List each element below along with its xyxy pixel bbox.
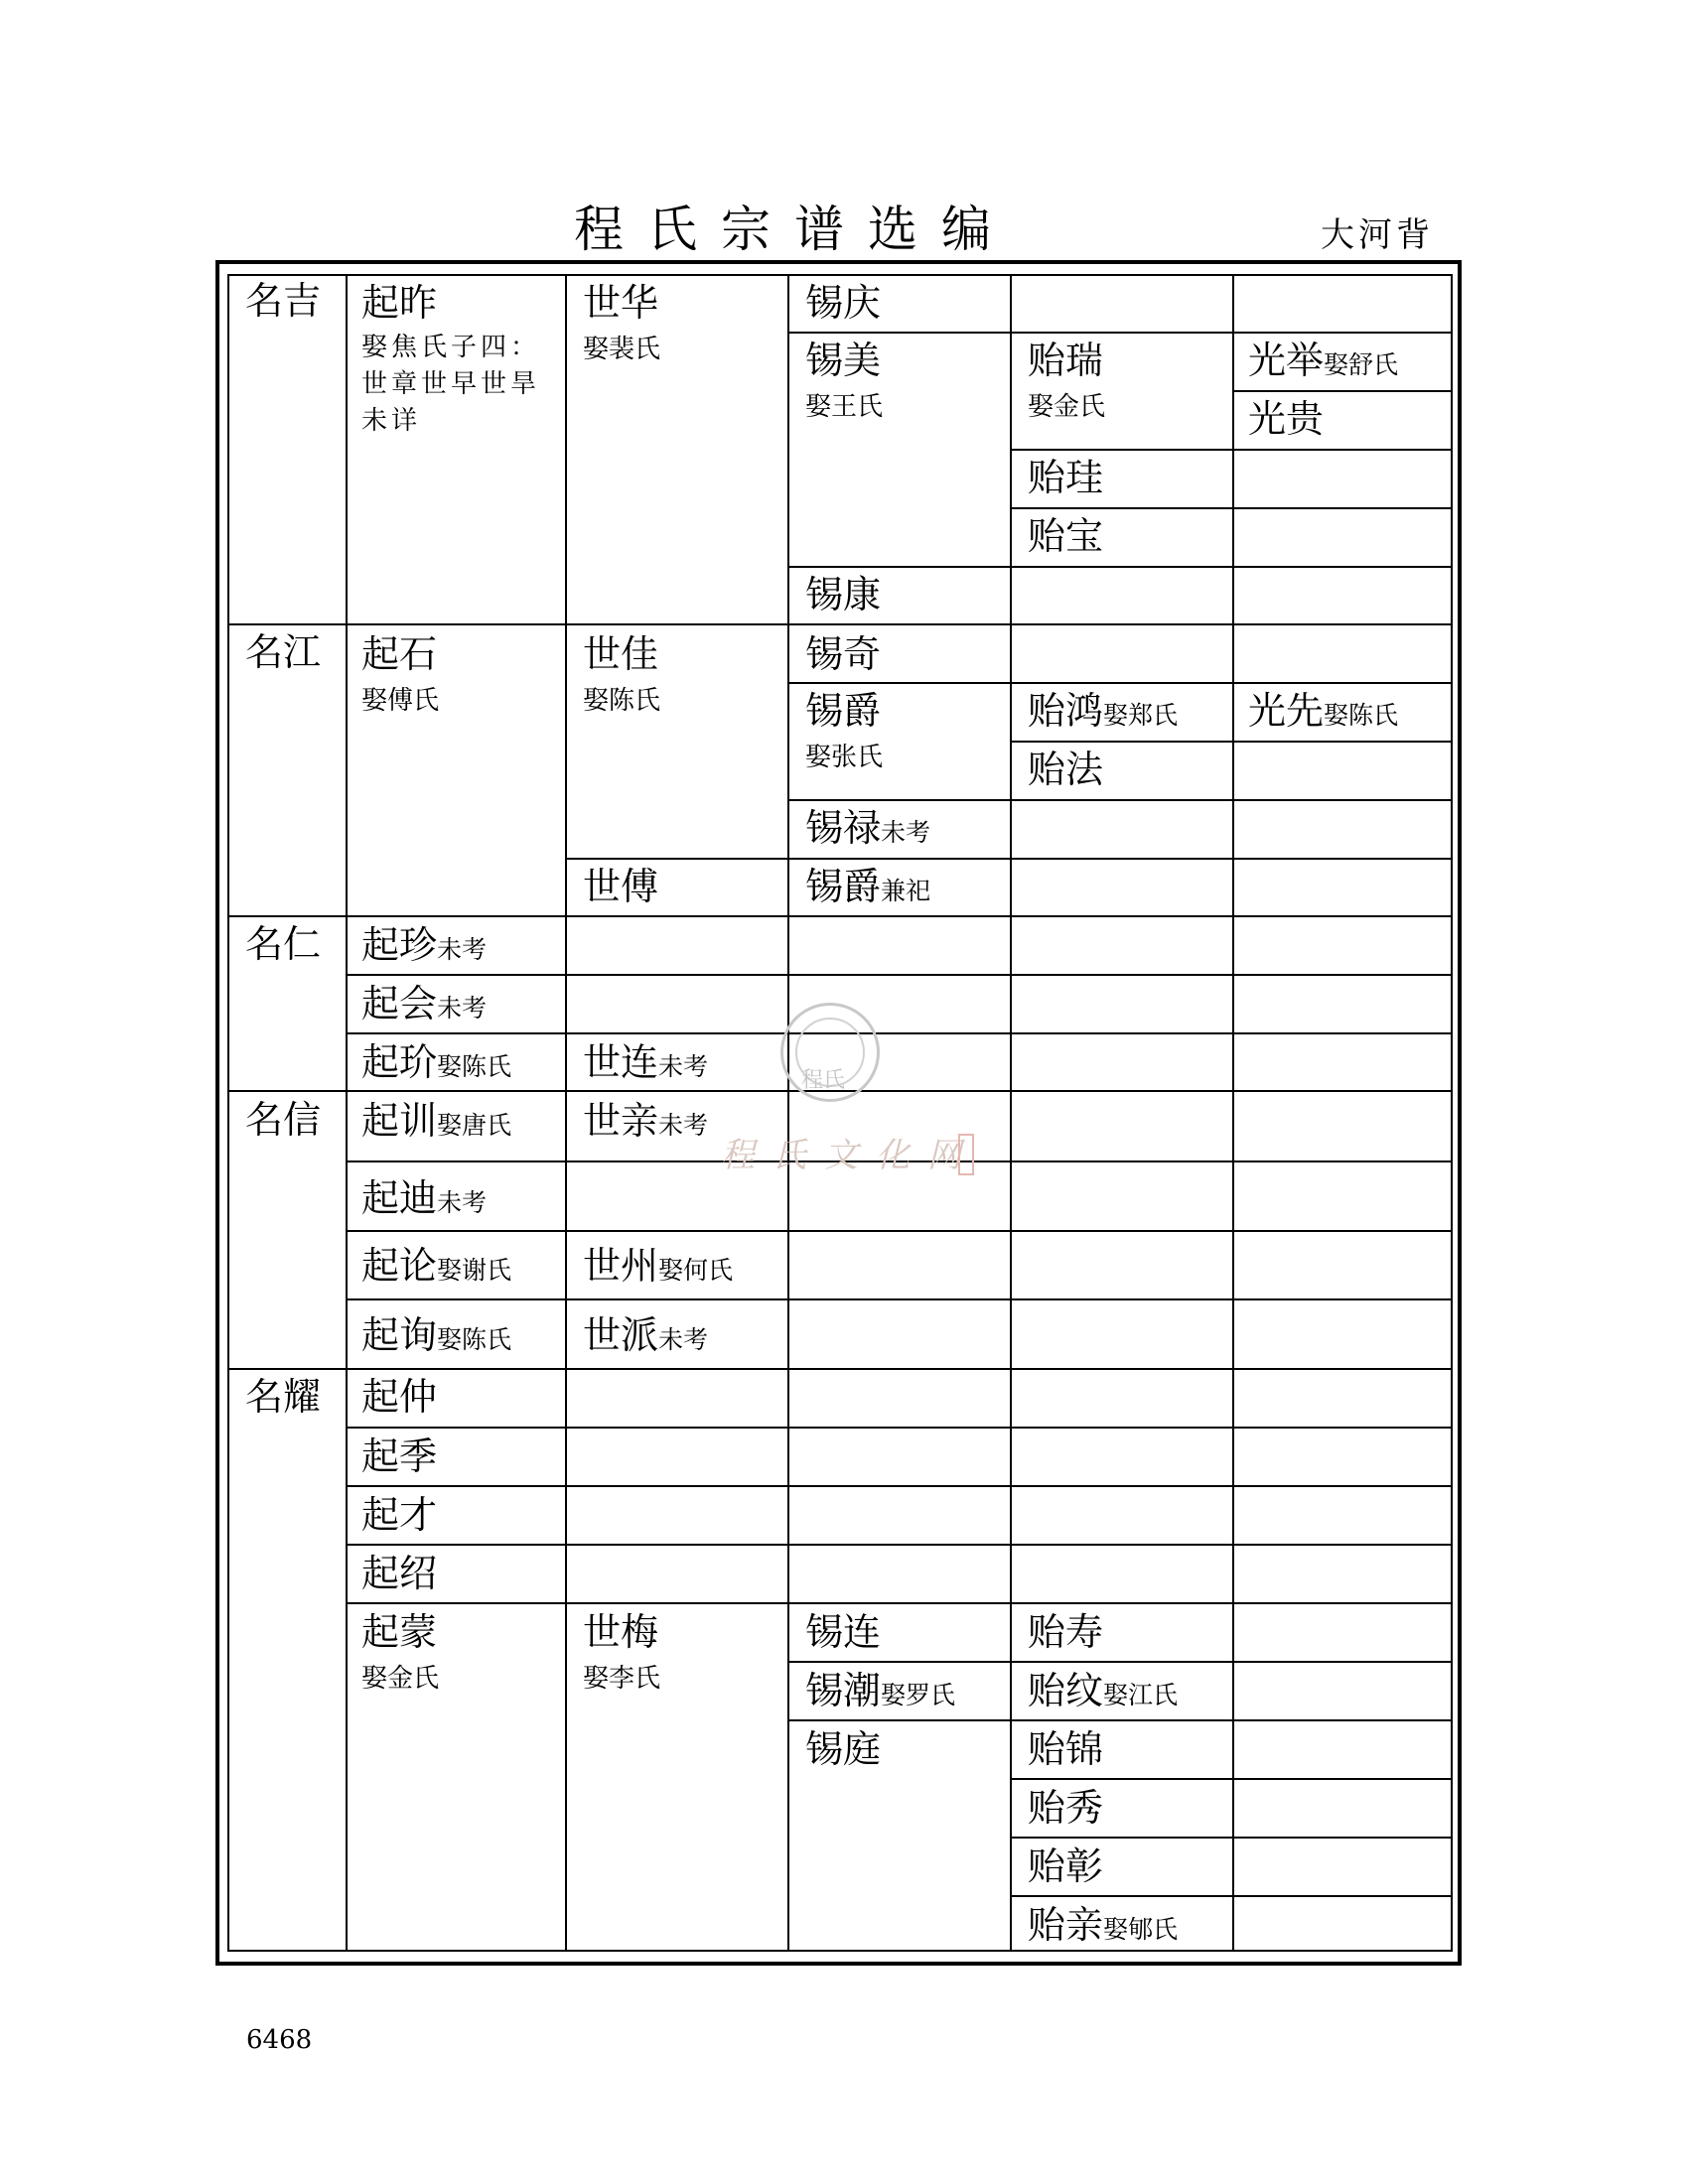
person-name-with-note: [805, 801, 930, 860]
person-name: 贻纹: [1028, 1669, 1104, 1712]
person-name-with-note: [361, 1094, 511, 1153]
person-name: 贻秀: [1028, 1786, 1104, 1830]
person-note: 娶郑氏: [1103, 701, 1179, 730]
table-border-bottom: [227, 1950, 1453, 1952]
person-name-with-note: [361, 1171, 487, 1230]
person-name: 贻鸿: [1028, 689, 1104, 733]
person-name-with-note: [1028, 1664, 1178, 1722]
person-note: 未考: [658, 1111, 709, 1140]
page-title: 程氏宗谱选编: [574, 201, 1015, 258]
row-line: [1010, 1895, 1453, 1897]
person-note: 未考: [658, 1052, 709, 1081]
row-line: [346, 1230, 1453, 1232]
person-name: 起会: [361, 982, 438, 1025]
person-name: 起论: [361, 1244, 438, 1288]
person-name: 起仲: [361, 1375, 438, 1419]
person-name-with-note: [1248, 334, 1398, 392]
column-divider-4: [1010, 274, 1012, 1952]
person-name-with-note: [361, 918, 487, 977]
person-name: 贻亲: [1028, 1903, 1104, 1947]
person-note: 兼祀: [881, 877, 931, 905]
person-note: 未考: [658, 1325, 709, 1354]
person-name: 锡潮: [805, 1669, 882, 1712]
row-line: [346, 1427, 1453, 1429]
row-line: [346, 1298, 1453, 1300]
person-name: 起珍: [361, 923, 438, 967]
person-name: 锡爵: [805, 689, 882, 733]
person-note: 娶何氏: [658, 1256, 734, 1285]
person-name-with-note: [361, 977, 487, 1035]
ancestor-name: 名吉: [245, 279, 322, 323]
person-name-with-note: [1248, 684, 1398, 743]
person-note: 未考: [437, 935, 488, 964]
person-name: 世连: [583, 1040, 659, 1084]
person-note: 未考: [437, 1188, 488, 1217]
person-note: 未考: [437, 994, 488, 1023]
person-name-with-note: [805, 860, 930, 918]
person-name: 起昨: [361, 281, 438, 325]
row-line: [787, 566, 1453, 568]
person-name-with-note: [805, 1664, 955, 1722]
person-name: 锡禄: [805, 806, 882, 850]
genealogy-table: [227, 274, 1453, 1952]
column-divider-1: [346, 274, 348, 1952]
person-name: 世州: [583, 1244, 659, 1288]
person-name: 起季: [361, 1434, 438, 1478]
person-name: 锡爵: [805, 865, 882, 908]
ancestor-name: 名仁: [245, 922, 322, 966]
person-name: 锡美: [805, 339, 882, 382]
person-note: 娶焦氏子四：世章世早世旱未详: [361, 333, 541, 436]
person-name: 起绍: [361, 1552, 438, 1595]
person-note: 娶陈氏: [437, 1052, 512, 1081]
person-note: 娶舒氏: [1324, 350, 1399, 379]
person-name-with-note: [361, 1239, 511, 1297]
person-name: 锡康: [805, 573, 882, 616]
person-note: 娶金氏: [361, 1664, 440, 1694]
person-name: 光举: [1248, 339, 1325, 382]
person-name: 锡连: [805, 1610, 882, 1654]
person-name: 起迪: [361, 1176, 438, 1220]
person-name: 起询: [361, 1313, 438, 1357]
person-note: 娶江氏: [1103, 1681, 1179, 1709]
person-name-with-note: [583, 1035, 708, 1094]
person-note: 娶郇氏: [1103, 1915, 1179, 1944]
watermark-text: 程氏文化网: [721, 1136, 979, 1175]
person-note: 娶唐氏: [437, 1111, 512, 1140]
column-divider-5: [1232, 274, 1234, 1952]
person-name: 世傅: [583, 865, 659, 908]
group-line: [227, 623, 1453, 625]
person-name: 世亲: [583, 1099, 659, 1143]
person-name: 贻彰: [1028, 1844, 1104, 1888]
person-name: 贻珪: [1028, 456, 1104, 499]
person-name-with-note: [361, 1308, 511, 1367]
row-line: [346, 1602, 1453, 1604]
person-note: 娶李氏: [583, 1664, 661, 1694]
page-number: 6468: [246, 2025, 313, 2055]
person-name: 光贵: [1248, 397, 1325, 441]
person-name: 光先: [1248, 689, 1325, 733]
person-name: 起石: [361, 632, 438, 676]
person-note: 娶陈氏: [437, 1325, 512, 1354]
row-line: [346, 1032, 1453, 1034]
person-name-with-note: [361, 1035, 511, 1094]
person-name: 贻寿: [1028, 1610, 1104, 1654]
watermark-seal-text: 程氏: [801, 1068, 846, 1093]
row-line: [346, 1485, 1453, 1487]
row-line: [1010, 1837, 1453, 1839]
person-note: 娶金氏: [1028, 392, 1106, 422]
person-name: 世派: [583, 1313, 659, 1357]
person-note: 娶王氏: [805, 392, 884, 422]
ancestor-name: 名信: [245, 1098, 322, 1142]
watermark-seal: [780, 1003, 880, 1102]
person-note: 娶傅氏: [361, 686, 440, 716]
person-note: 娶陈氏: [1324, 701, 1399, 730]
person-name: 贻锦: [1028, 1727, 1104, 1771]
column-divider-3: [787, 274, 789, 1952]
ancestor-name: 名江: [245, 630, 322, 674]
ancestor-name: 名耀: [245, 1375, 322, 1419]
person-name-with-note: [583, 1308, 708, 1367]
person-name-with-note: [583, 1094, 708, 1153]
person-name: 世华: [583, 281, 659, 325]
row-line: [346, 974, 1453, 976]
person-name: 起训: [361, 1099, 438, 1143]
column-divider-2: [565, 274, 567, 1952]
person-name: 起才: [361, 1493, 438, 1537]
place-name: 大河背: [1321, 215, 1434, 255]
person-note: 娶张氏: [805, 743, 884, 772]
person-note: 娶罗氏: [881, 1681, 956, 1709]
table-border-left: [227, 274, 229, 1952]
person-note: 娶裴氏: [583, 335, 661, 364]
person-name: 锡庆: [805, 281, 882, 325]
row-line: [565, 858, 1453, 860]
table-border-right: [1451, 274, 1453, 1952]
person-name-with-note: [1028, 684, 1178, 743]
person-name: 起玠: [361, 1040, 438, 1084]
watermark-stamp: [958, 1134, 974, 1175]
person-name: 锡庭: [805, 1727, 882, 1771]
person-name-with-note: [1028, 1898, 1178, 1957]
person-note: 娶陈氏: [583, 686, 661, 716]
person-name: 锡奇: [805, 632, 882, 676]
person-name: 贻法: [1028, 748, 1104, 791]
person-note: 未考: [881, 818, 931, 847]
row-line: [787, 1661, 1453, 1663]
person-name: 世梅: [583, 1610, 659, 1654]
row-line: [1010, 1778, 1453, 1780]
person-name: 起蒙: [361, 1610, 438, 1654]
row-line: [346, 1544, 1453, 1546]
person-name-with-note: [583, 1239, 733, 1297]
person-name: 贻宝: [1028, 514, 1104, 558]
person-name: 世佳: [583, 632, 659, 676]
person-name: 贻瑞: [1028, 339, 1104, 382]
person-note: 娶谢氏: [437, 1256, 512, 1285]
